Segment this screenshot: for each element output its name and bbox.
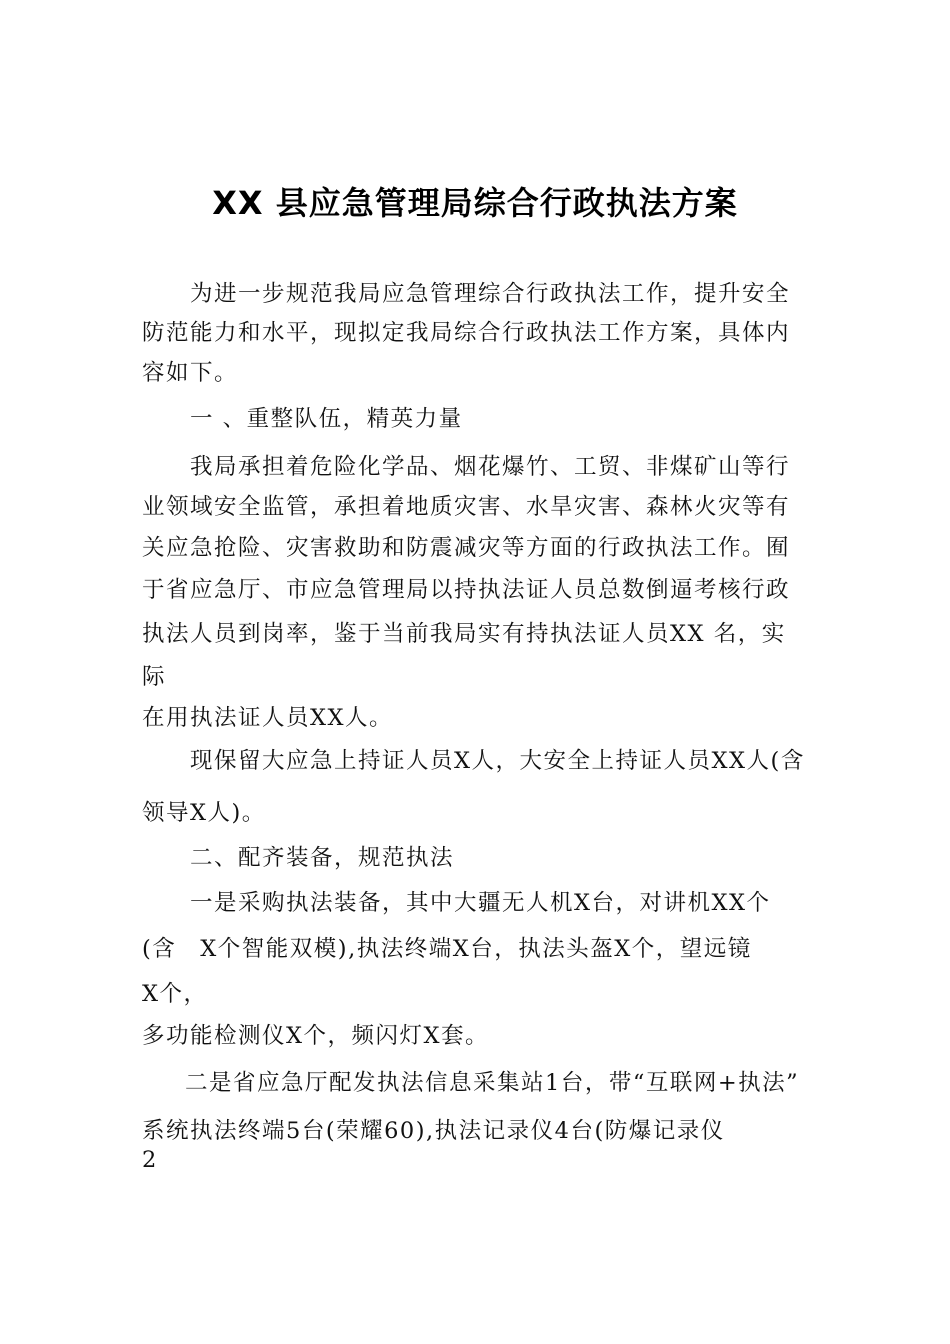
- paragraph-line: 防范能力和水平，现拟定我局综合行政执法工作方案，具体内: [142, 320, 791, 346]
- paragraph-line: 际: [142, 664, 167, 690]
- paragraph-line: 现保留大应急上持证人员X人，大安全上持证人员XX人(含: [190, 748, 805, 774]
- paragraph-line: 我局承担着危险化学品、烟花爆竹、工贸、非煤矿山等行: [190, 454, 791, 480]
- paragraph-line: X个，: [142, 981, 208, 1007]
- paragraph-line: 为进一步规范我局应急管理综合行政执法工作，提升安全: [190, 281, 791, 307]
- paragraph-line: 业领域安全监管，承担着地质灾害、水旱灾害、森林火灾等有: [142, 494, 791, 520]
- section-heading: 二、配齐装备，规范执法: [190, 845, 455, 871]
- paragraph-line: 执法人员到岗率，鉴于当前我局实有持执法证人员XX 名，实: [142, 621, 786, 647]
- paragraph-line: 在用执法证人员XX人。: [142, 705, 394, 731]
- paragraph-line: 容如下。: [142, 360, 239, 386]
- section-heading: 一 、重整队伍，精英力量: [190, 406, 463, 432]
- paragraph-line: 系统执法终端5台(荣耀60),执法记录仪4台(防爆记录仪: [142, 1118, 725, 1144]
- paragraph-line: 一是采购执法装备，其中大疆无人机X台，对讲机XX个: [190, 890, 771, 916]
- paragraph-line: 领导X人)。: [142, 800, 266, 826]
- paragraph-line: (含 X个智能双模),执法终端X台，执法头盔X个，望远镜: [142, 936, 752, 962]
- document-title: XX 县应急管理局综合行政执法方案: [212, 184, 738, 222]
- paragraph-line: 多功能检测仪X个，频闪灯X套。: [142, 1023, 490, 1049]
- paragraph-line: 于省应急厅、市应急管理局以持执法证人员总数倒逼考核行政: [142, 577, 791, 603]
- paragraph-line: 关应急抢险、灾害救助和防震减灾等方面的行政执法工作。囿: [142, 535, 791, 561]
- paragraph-line: 2: [142, 1147, 158, 1173]
- paragraph-line: 二是省应急厅配发执法信息采集站1台，带“互联网+执法”: [185, 1070, 800, 1096]
